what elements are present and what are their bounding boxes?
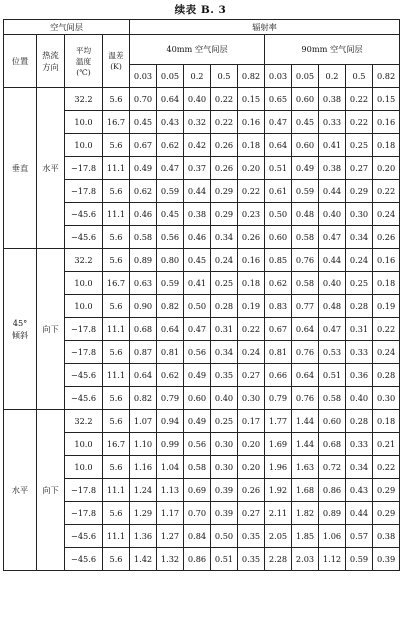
value-90mm-cell: 2.05 — [265, 525, 292, 548]
emissivity-value-header: 0.2 — [184, 65, 211, 88]
value-40mm-cell: 1.04 — [157, 456, 184, 479]
value-90mm-cell: 1.68 — [292, 479, 319, 502]
value-90mm-cell: 0.40 — [319, 272, 346, 295]
temp-diff-cell: 5.6 — [103, 180, 130, 203]
value-90mm-cell: 0.39 — [373, 548, 400, 571]
value-40mm-cell: 0.84 — [184, 525, 211, 548]
value-90mm-cell: 0.29 — [346, 180, 373, 203]
emissivity-value-header: 0.82 — [238, 65, 265, 88]
value-90mm-cell: 1.92 — [265, 479, 292, 502]
value-90mm-cell: 0.18 — [373, 410, 400, 433]
value-90mm-cell: 0.26 — [373, 226, 400, 249]
value-90mm-cell: 0.30 — [373, 387, 400, 410]
value-40mm-cell: 1.27 — [157, 525, 184, 548]
position-cell: 垂直 — [4, 88, 37, 249]
emissivity-value-header: 0.5 — [211, 65, 238, 88]
value-90mm-cell: 0.47 — [319, 226, 346, 249]
value-40mm-cell: 1.24 — [130, 479, 157, 502]
value-90mm-cell: 1.82 — [292, 502, 319, 525]
value-90mm-cell: 1.63 — [292, 456, 319, 479]
mean-temp-cell: −17.8 — [65, 341, 103, 364]
value-40mm-cell: 0.24 — [211, 249, 238, 272]
value-40mm-cell: 0.19 — [238, 295, 265, 318]
temp-diff-cell: 11.1 — [103, 364, 130, 387]
value-90mm-cell: 2.03 — [292, 548, 319, 571]
value-40mm-cell: 0.23 — [238, 203, 265, 226]
value-90mm-cell: 0.16 — [373, 111, 400, 134]
value-40mm-cell: 0.67 — [130, 134, 157, 157]
value-90mm-cell: 0.59 — [292, 180, 319, 203]
value-40mm-cell: 0.62 — [157, 364, 184, 387]
value-40mm-cell: 0.34 — [211, 226, 238, 249]
value-40mm-cell: 1.13 — [157, 479, 184, 502]
value-40mm-cell: 0.27 — [238, 364, 265, 387]
temp-diff-cell: 5.6 — [103, 456, 130, 479]
value-90mm-cell: 0.85 — [265, 249, 292, 272]
value-40mm-cell: 0.34 — [211, 341, 238, 364]
value-40mm-cell: 0.39 — [211, 479, 238, 502]
value-90mm-cell: 0.86 — [319, 479, 346, 502]
mean-temp-cell: 32.2 — [65, 88, 103, 111]
value-90mm-cell: 0.65 — [265, 88, 292, 111]
value-90mm-cell: 1.12 — [319, 548, 346, 571]
value-40mm-cell: 0.59 — [157, 272, 184, 295]
mean-temp-cell: −17.8 — [65, 157, 103, 180]
mean-temp-cell: −17.8 — [65, 318, 103, 341]
temp-diff-cell: 5.6 — [103, 548, 130, 571]
value-90mm-cell: 1.85 — [292, 525, 319, 548]
value-40mm-cell: 0.26 — [238, 226, 265, 249]
value-90mm-cell: 0.48 — [292, 203, 319, 226]
temp-diff-cell: 16.7 — [103, 433, 130, 456]
value-40mm-cell: 0.20 — [238, 157, 265, 180]
value-40mm-cell: 0.70 — [184, 502, 211, 525]
value-90mm-cell: 0.28 — [346, 295, 373, 318]
value-40mm-cell: 0.42 — [184, 134, 211, 157]
value-40mm-cell: 0.16 — [238, 249, 265, 272]
value-90mm-cell: 0.38 — [319, 157, 346, 180]
value-40mm-cell: 0.68 — [130, 318, 157, 341]
value-90mm-cell: 1.69 — [265, 433, 292, 456]
mean-temp-cell: −45.6 — [65, 203, 103, 226]
emissivity-value-header: 0.03 — [130, 65, 157, 88]
value-40mm-cell: 0.39 — [211, 502, 238, 525]
value-90mm-cell: 0.59 — [346, 548, 373, 571]
header-air-layer: 空气间层 — [4, 20, 130, 35]
value-40mm-cell: 1.07 — [130, 410, 157, 433]
value-90mm-cell: 0.33 — [346, 433, 373, 456]
value-40mm-cell: 0.28 — [211, 295, 238, 318]
value-90mm-cell: 0.44 — [319, 180, 346, 203]
value-90mm-cell: 0.16 — [373, 249, 400, 272]
value-40mm-cell: 0.45 — [157, 203, 184, 226]
value-90mm-cell: 0.44 — [319, 249, 346, 272]
value-90mm-cell: 0.33 — [319, 111, 346, 134]
header-emissivity: 辐射率 — [130, 20, 400, 35]
value-90mm-cell: 0.60 — [292, 88, 319, 111]
temp-diff-cell: 11.1 — [103, 525, 130, 548]
value-40mm-cell: 0.20 — [238, 433, 265, 456]
value-90mm-cell: 0.60 — [265, 226, 292, 249]
header-layer-40: 40mm 空气间层 — [130, 35, 265, 65]
value-90mm-cell: 0.48 — [319, 295, 346, 318]
value-40mm-cell: 0.64 — [130, 364, 157, 387]
value-40mm-cell: 0.22 — [211, 88, 238, 111]
value-90mm-cell: 0.40 — [319, 203, 346, 226]
value-90mm-cell: 0.79 — [265, 387, 292, 410]
value-40mm-cell: 0.26 — [211, 134, 238, 157]
value-90mm-cell: 0.81 — [265, 341, 292, 364]
value-40mm-cell: 0.45 — [130, 111, 157, 134]
value-90mm-cell: 0.25 — [346, 272, 373, 295]
value-40mm-cell: 0.37 — [184, 157, 211, 180]
value-90mm-cell: 0.38 — [373, 525, 400, 548]
value-90mm-cell: 0.22 — [373, 180, 400, 203]
emissivity-value-header: 0.5 — [346, 65, 373, 88]
value-90mm-cell: 0.58 — [292, 226, 319, 249]
table-row — [4, 88, 400, 111]
value-40mm-cell: 0.99 — [157, 433, 184, 456]
position-cell: 水平 — [4, 410, 37, 571]
value-40mm-cell: 0.25 — [211, 410, 238, 433]
value-40mm-cell: 0.69 — [184, 479, 211, 502]
value-90mm-cell: 0.33 — [346, 341, 373, 364]
header-temp-diff: 温差 (K) — [103, 35, 130, 88]
value-90mm-cell: 0.24 — [346, 249, 373, 272]
value-40mm-cell: 0.45 — [184, 249, 211, 272]
value-40mm-cell: 0.18 — [238, 134, 265, 157]
value-90mm-cell: 0.57 — [346, 525, 373, 548]
emissivity-value-header: 0.03 — [265, 65, 292, 88]
value-40mm-cell: 0.89 — [130, 249, 157, 272]
direction-cell: 向下 — [37, 249, 65, 410]
value-40mm-cell: 0.50 — [211, 525, 238, 548]
temp-diff-cell: 5.6 — [103, 502, 130, 525]
value-90mm-cell: 0.76 — [292, 249, 319, 272]
value-40mm-cell: 1.17 — [157, 502, 184, 525]
value-90mm-cell: 0.22 — [373, 318, 400, 341]
value-90mm-cell: 0.58 — [292, 272, 319, 295]
value-90mm-cell: 0.28 — [346, 410, 373, 433]
value-90mm-cell: 0.76 — [292, 341, 319, 364]
value-40mm-cell: 0.40 — [211, 387, 238, 410]
value-90mm-cell: 0.58 — [319, 387, 346, 410]
value-90mm-cell: 1.96 — [265, 456, 292, 479]
value-90mm-cell: 0.40 — [346, 387, 373, 410]
mean-temp-cell: −17.8 — [65, 502, 103, 525]
temp-diff-cell: 11.1 — [103, 157, 130, 180]
value-40mm-cell: 0.22 — [238, 318, 265, 341]
value-40mm-cell: 0.46 — [184, 226, 211, 249]
value-40mm-cell: 0.44 — [184, 180, 211, 203]
value-90mm-cell: 0.67 — [265, 318, 292, 341]
temp-diff-cell: 5.6 — [103, 249, 130, 272]
value-90mm-cell: 0.64 — [265, 134, 292, 157]
value-40mm-cell: 0.16 — [238, 111, 265, 134]
value-40mm-cell: 0.17 — [238, 410, 265, 433]
mean-temp-cell: 10.0 — [65, 295, 103, 318]
value-90mm-cell: 1.77 — [265, 410, 292, 433]
value-40mm-cell: 0.60 — [184, 387, 211, 410]
value-40mm-cell: 0.29 — [211, 203, 238, 226]
mean-temp-cell: −17.8 — [65, 479, 103, 502]
value-90mm-cell: 0.15 — [373, 88, 400, 111]
mean-temp-cell: 10.0 — [65, 433, 103, 456]
header-position: 位置 — [4, 35, 37, 88]
value-90mm-cell: 0.51 — [265, 157, 292, 180]
value-40mm-cell: 0.82 — [157, 295, 184, 318]
mean-temp-cell: 32.2 — [65, 410, 103, 433]
value-90mm-cell: 0.28 — [373, 364, 400, 387]
value-90mm-cell: 0.38 — [319, 88, 346, 111]
value-40mm-cell: 0.46 — [130, 203, 157, 226]
value-40mm-cell: 0.90 — [130, 295, 157, 318]
value-90mm-cell: 0.50 — [265, 203, 292, 226]
value-40mm-cell: 0.82 — [130, 387, 157, 410]
value-40mm-cell: 0.70 — [130, 88, 157, 111]
value-90mm-cell: 0.45 — [292, 111, 319, 134]
value-40mm-cell: 0.26 — [238, 479, 265, 502]
temp-diff-cell: 5.6 — [103, 341, 130, 364]
value-90mm-cell: 1.06 — [319, 525, 346, 548]
mean-temp-cell: 10.0 — [65, 456, 103, 479]
value-90mm-cell: 0.60 — [319, 410, 346, 433]
value-90mm-cell: 0.61 — [265, 180, 292, 203]
value-90mm-cell: 0.24 — [373, 203, 400, 226]
value-40mm-cell: 0.24 — [238, 341, 265, 364]
mean-temp-cell: −45.6 — [65, 548, 103, 571]
value-40mm-cell: 0.86 — [184, 548, 211, 571]
value-40mm-cell: 0.56 — [157, 226, 184, 249]
value-90mm-cell: 0.19 — [373, 295, 400, 318]
table-caption: 续表 B. 3 — [174, 4, 227, 16]
temp-diff-cell: 16.7 — [103, 111, 130, 134]
mean-temp-cell: −45.6 — [65, 387, 103, 410]
temp-diff-cell: 16.7 — [103, 272, 130, 295]
value-90mm-cell: 0.83 — [265, 295, 292, 318]
emissivity-table — [3, 19, 400, 571]
temp-diff-cell: 5.6 — [103, 295, 130, 318]
value-90mm-cell: 0.53 — [319, 341, 346, 364]
mean-temp-cell: −17.8 — [65, 180, 103, 203]
temp-diff-cell: 5.6 — [103, 387, 130, 410]
value-40mm-cell: 0.62 — [157, 134, 184, 157]
value-40mm-cell: 0.22 — [238, 180, 265, 203]
value-90mm-cell: 0.34 — [346, 456, 373, 479]
value-40mm-cell: 0.38 — [184, 203, 211, 226]
table-row — [4, 249, 400, 272]
value-90mm-cell: 0.49 — [292, 157, 319, 180]
mean-temp-cell: −45.6 — [65, 525, 103, 548]
value-90mm-cell: 0.77 — [292, 295, 319, 318]
temp-diff-cell: 5.6 — [103, 134, 130, 157]
mean-temp-cell: 10.0 — [65, 111, 103, 134]
mean-temp-cell: 10.0 — [65, 272, 103, 295]
value-90mm-cell: 1.44 — [292, 433, 319, 456]
value-90mm-cell: 0.24 — [373, 341, 400, 364]
value-40mm-cell: 0.32 — [184, 111, 211, 134]
value-90mm-cell: 0.18 — [373, 134, 400, 157]
value-40mm-cell: 0.35 — [211, 364, 238, 387]
value-40mm-cell: 1.42 — [130, 548, 157, 571]
value-90mm-cell: 0.27 — [346, 157, 373, 180]
value-90mm-cell: 0.41 — [319, 134, 346, 157]
value-90mm-cell: 0.34 — [346, 226, 373, 249]
value-90mm-cell: 0.47 — [319, 318, 346, 341]
table-body — [4, 88, 400, 571]
value-90mm-cell: 0.72 — [319, 456, 346, 479]
value-40mm-cell: 0.29 — [211, 180, 238, 203]
temp-diff-cell: 5.6 — [103, 88, 130, 111]
mean-temp-cell: −45.6 — [65, 226, 103, 249]
value-40mm-cell: 0.80 — [157, 249, 184, 272]
header-heat-flow: 热流 方向 — [37, 35, 65, 88]
temp-diff-cell: 5.6 — [103, 410, 130, 433]
value-40mm-cell: 0.20 — [238, 456, 265, 479]
header-layer-90: 90mm 空气间层 — [265, 35, 400, 65]
value-90mm-cell: 0.21 — [373, 433, 400, 456]
value-40mm-cell: 0.22 — [211, 111, 238, 134]
value-40mm-cell: 0.81 — [157, 341, 184, 364]
value-90mm-cell: 0.44 — [346, 502, 373, 525]
value-40mm-cell: 0.62 — [130, 180, 157, 203]
value-40mm-cell: 0.50 — [184, 295, 211, 318]
value-90mm-cell: 0.20 — [373, 157, 400, 180]
value-40mm-cell: 0.40 — [184, 88, 211, 111]
emissivity-value-header: 0.2 — [319, 65, 346, 88]
value-40mm-cell: 0.56 — [184, 341, 211, 364]
value-40mm-cell: 0.31 — [211, 318, 238, 341]
value-40mm-cell: 0.87 — [130, 341, 157, 364]
value-40mm-cell: 0.25 — [211, 272, 238, 295]
value-40mm-cell: 0.30 — [238, 387, 265, 410]
value-90mm-cell: 0.18 — [373, 272, 400, 295]
value-90mm-cell: 1.44 — [292, 410, 319, 433]
value-90mm-cell: 0.22 — [346, 111, 373, 134]
direction-cell: 水平 — [37, 88, 65, 249]
value-90mm-cell: 0.22 — [373, 456, 400, 479]
value-40mm-cell: 0.41 — [184, 272, 211, 295]
value-90mm-cell: 0.51 — [319, 364, 346, 387]
value-90mm-cell: 0.64 — [292, 364, 319, 387]
temp-diff-cell: 11.1 — [103, 479, 130, 502]
value-40mm-cell: 0.64 — [157, 318, 184, 341]
value-90mm-cell: 0.29 — [373, 502, 400, 525]
mean-temp-cell: −45.6 — [65, 364, 103, 387]
value-90mm-cell: 0.47 — [265, 111, 292, 134]
table-row — [4, 410, 400, 433]
value-40mm-cell: 0.58 — [184, 456, 211, 479]
value-40mm-cell: 0.47 — [184, 318, 211, 341]
value-40mm-cell: 0.35 — [238, 548, 265, 571]
position-cell: 45° 倾斜 — [4, 249, 37, 410]
value-40mm-cell: 0.64 — [157, 88, 184, 111]
value-40mm-cell: 0.18 — [238, 272, 265, 295]
value-40mm-cell: 0.35 — [238, 525, 265, 548]
header-mean-temp: 平均 温度 (℃) — [65, 35, 103, 88]
value-40mm-cell: 0.30 — [211, 433, 238, 456]
value-90mm-cell: 0.36 — [346, 364, 373, 387]
value-40mm-cell: 0.51 — [211, 548, 238, 571]
value-90mm-cell: 0.62 — [265, 272, 292, 295]
value-40mm-cell: 1.16 — [130, 456, 157, 479]
value-40mm-cell: 0.43 — [157, 111, 184, 134]
mean-temp-cell: 10.0 — [65, 134, 103, 157]
value-40mm-cell: 0.49 — [184, 364, 211, 387]
value-90mm-cell: 0.66 — [265, 364, 292, 387]
value-40mm-cell: 0.49 — [130, 157, 157, 180]
value-90mm-cell: 2.11 — [265, 502, 292, 525]
value-90mm-cell: 0.76 — [292, 387, 319, 410]
value-90mm-cell: 0.68 — [319, 433, 346, 456]
temp-diff-cell: 11.1 — [103, 203, 130, 226]
mean-temp-cell: 32.2 — [65, 249, 103, 272]
value-40mm-cell: 0.47 — [157, 157, 184, 180]
value-40mm-cell: 1.10 — [130, 433, 157, 456]
value-40mm-cell: 0.15 — [238, 88, 265, 111]
value-90mm-cell: 0.29 — [373, 479, 400, 502]
temp-diff-cell: 5.6 — [103, 226, 130, 249]
value-40mm-cell: 1.36 — [130, 525, 157, 548]
value-40mm-cell: 0.58 — [130, 226, 157, 249]
emissivity-value-header: 0.05 — [157, 65, 184, 88]
value-40mm-cell: 0.49 — [184, 410, 211, 433]
value-90mm-cell: 0.25 — [346, 134, 373, 157]
value-40mm-cell: 0.94 — [157, 410, 184, 433]
value-90mm-cell: 2.28 — [265, 548, 292, 571]
value-90mm-cell: 0.89 — [319, 502, 346, 525]
emissivity-value-header: 0.82 — [373, 65, 400, 88]
value-90mm-cell: 0.22 — [346, 88, 373, 111]
value-90mm-cell: 0.43 — [346, 479, 373, 502]
value-90mm-cell: 0.60 — [292, 134, 319, 157]
value-40mm-cell: 0.26 — [211, 157, 238, 180]
value-40mm-cell: 0.27 — [238, 502, 265, 525]
value-90mm-cell: 0.64 — [292, 318, 319, 341]
value-40mm-cell: 1.32 — [157, 548, 184, 571]
value-40mm-cell: 0.56 — [184, 433, 211, 456]
value-40mm-cell: 0.79 — [157, 387, 184, 410]
emissivity-value-header: 0.05 — [292, 65, 319, 88]
temp-diff-cell: 11.1 — [103, 318, 130, 341]
value-40mm-cell: 0.59 — [157, 180, 184, 203]
value-90mm-cell: 0.31 — [346, 318, 373, 341]
value-40mm-cell: 0.63 — [130, 272, 157, 295]
direction-cell: 向下 — [37, 410, 65, 571]
value-40mm-cell: 0.30 — [211, 456, 238, 479]
value-90mm-cell: 0.30 — [346, 203, 373, 226]
value-40mm-cell: 1.29 — [130, 502, 157, 525]
